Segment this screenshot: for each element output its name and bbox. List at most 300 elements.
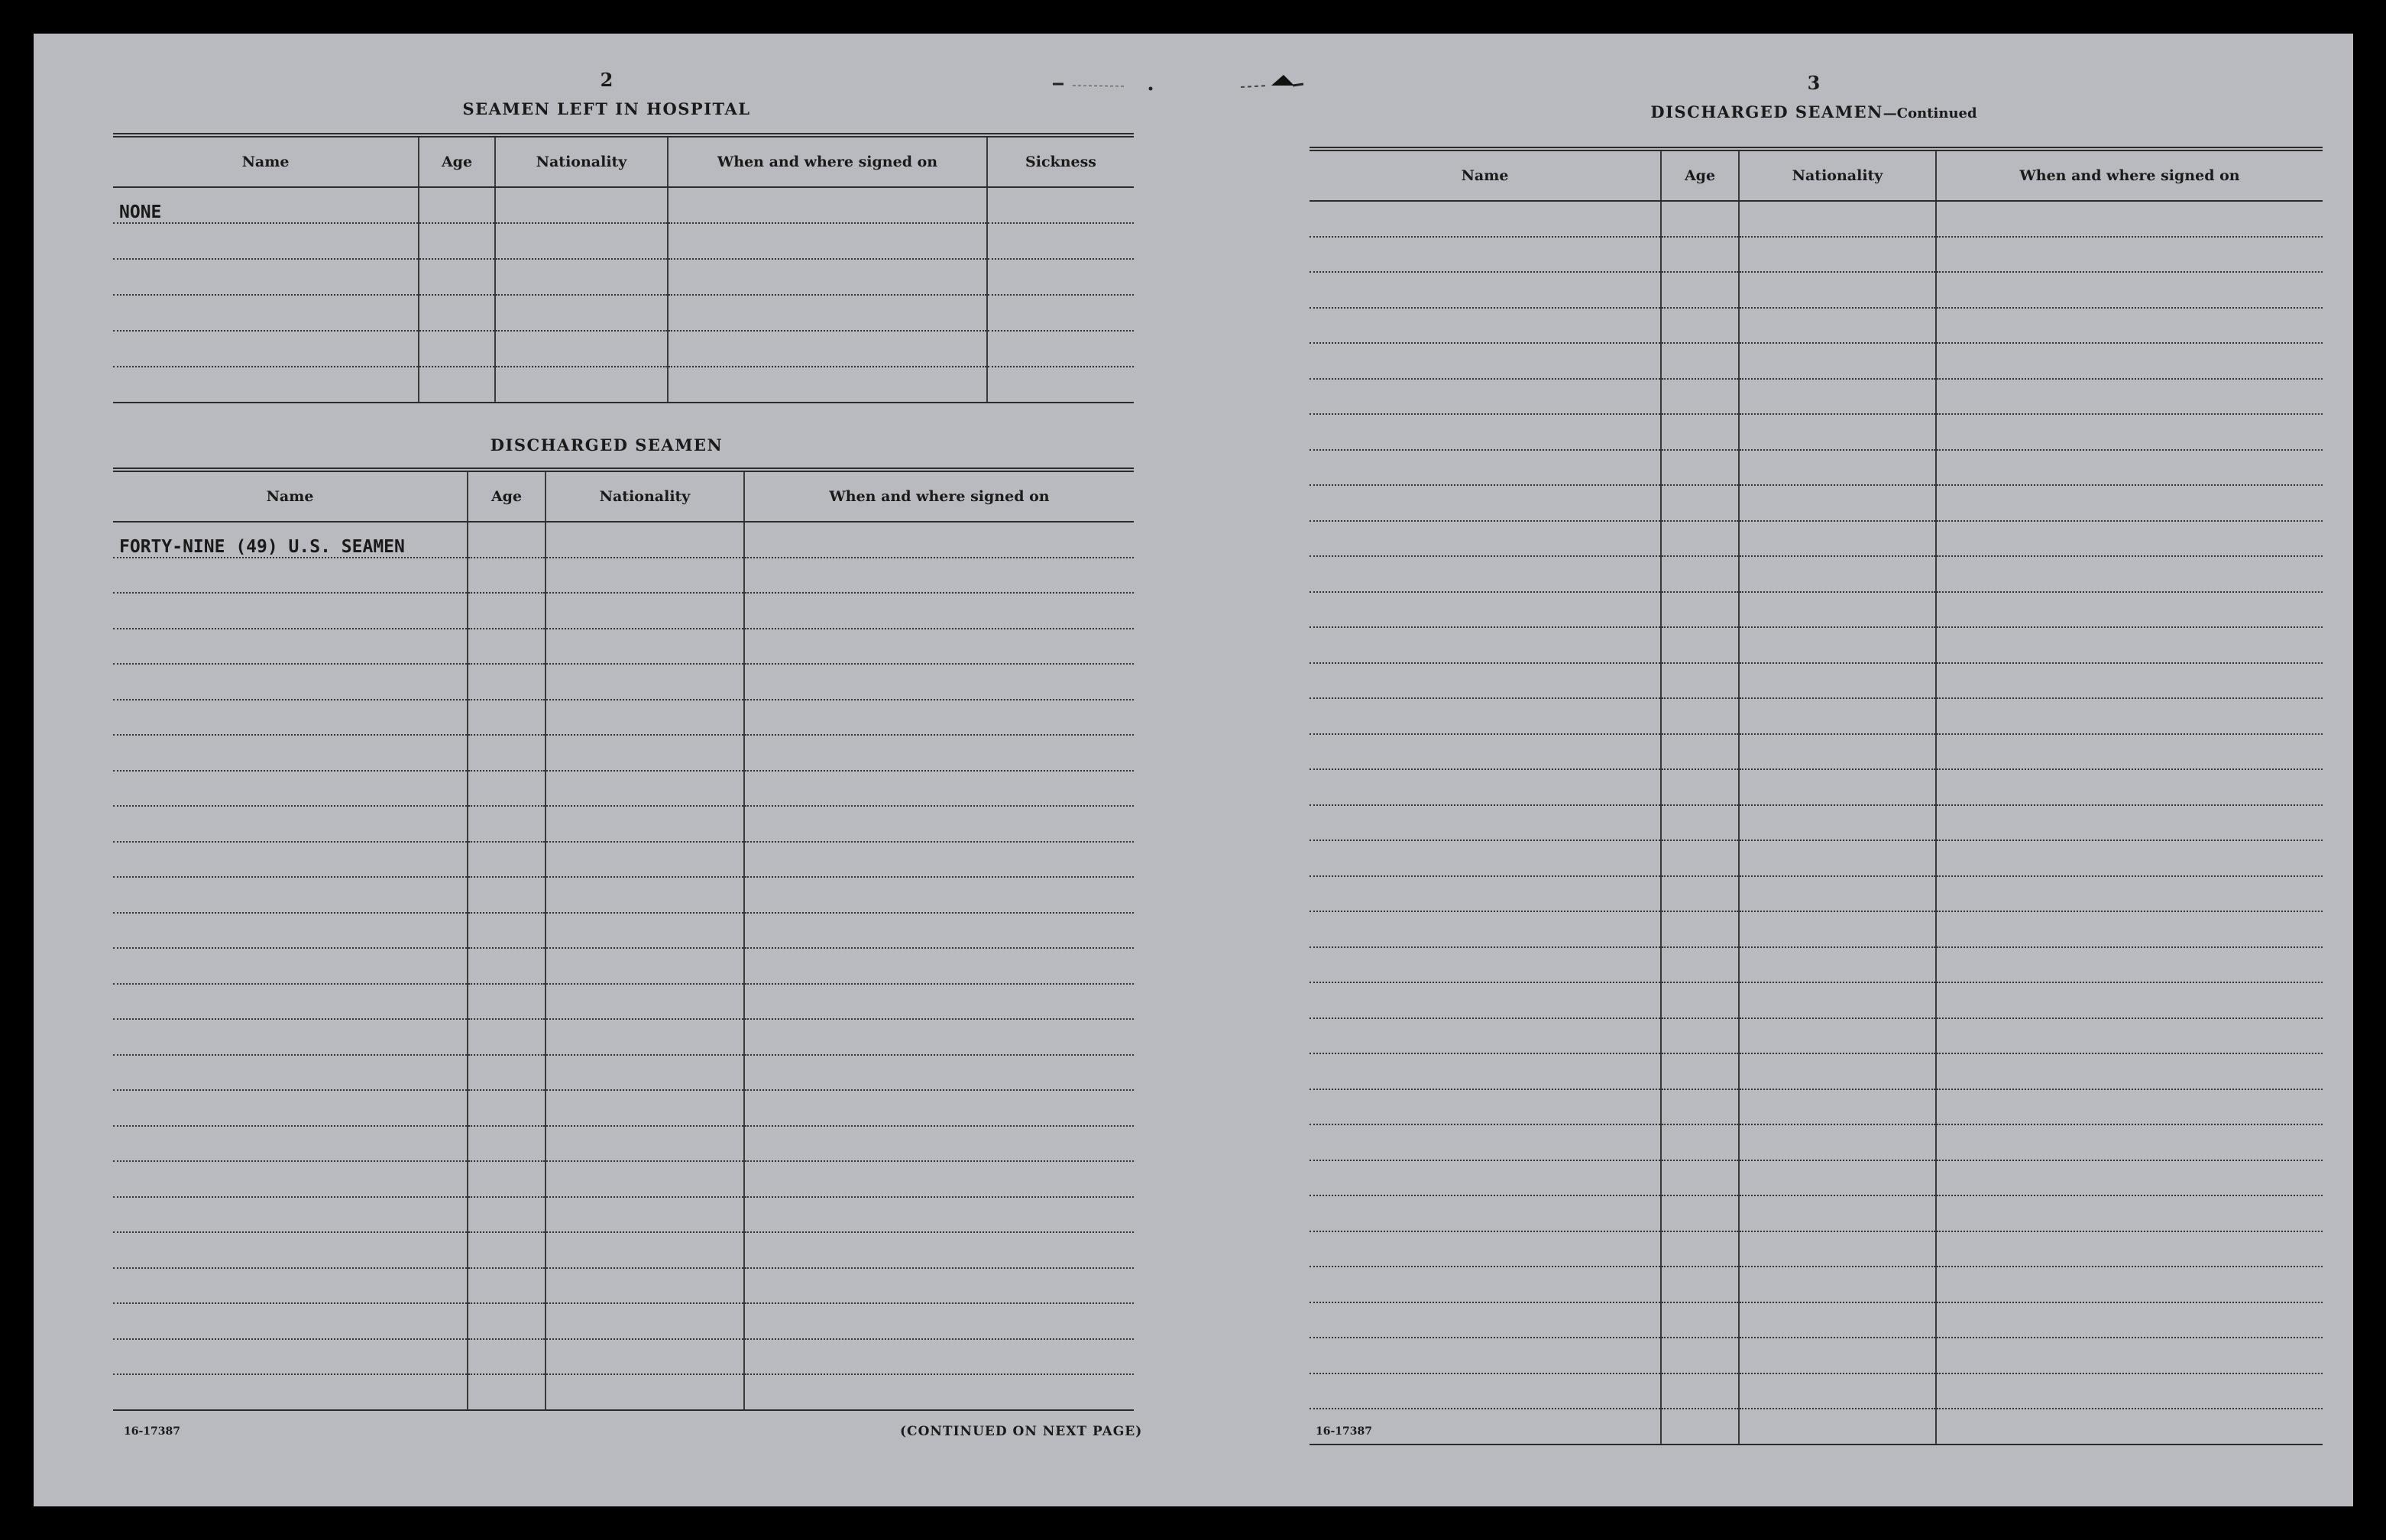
table-row (113, 629, 1134, 665)
table-cell (1661, 947, 1739, 983)
table-cell (495, 187, 668, 223)
table-cell (113, 842, 468, 878)
table-row (1310, 201, 2323, 237)
table-cell (468, 1303, 546, 1339)
table-cell (744, 664, 1134, 700)
table-cell (1310, 521, 1661, 557)
table-cell (1936, 1018, 2323, 1054)
table-row (1310, 237, 2323, 273)
table-cell (744, 877, 1134, 913)
table-cell (468, 700, 546, 736)
table-row (113, 842, 1134, 878)
table-cell (1936, 1053, 2323, 1089)
table-row (113, 877, 1134, 913)
table-cell (546, 842, 744, 878)
table-cell (1739, 982, 1936, 1018)
table-cell (1936, 1409, 2323, 1445)
table-cell (1661, 237, 1739, 273)
table-row (1310, 1409, 2323, 1445)
hospital-header-age: Age (419, 135, 495, 187)
table-row (113, 1161, 1134, 1197)
table-cell (1936, 1231, 2323, 1267)
table-cell (744, 771, 1134, 807)
table-cell (744, 984, 1134, 1020)
table-cell (468, 1019, 546, 1055)
table-cell (468, 1090, 546, 1126)
form-number-right: 16-17387 (1316, 1425, 1372, 1438)
table-cell (1661, 592, 1739, 628)
table-cell (744, 1019, 1134, 1055)
table-cell (113, 1019, 468, 1055)
table-cell (668, 367, 987, 403)
table-cell (419, 187, 495, 223)
table-row (113, 984, 1134, 1020)
table-cell (546, 664, 744, 700)
table-cell (546, 948, 744, 984)
table-cell (1936, 201, 2323, 237)
table-cell (546, 1161, 744, 1197)
table-row (113, 187, 1134, 223)
table-row (1310, 1267, 2323, 1302)
table-cell (113, 771, 468, 807)
table-cell (113, 1232, 468, 1268)
table-cell (1936, 1338, 2323, 1373)
table-cell (1661, 876, 1739, 912)
table-row (1310, 1018, 2323, 1054)
table-cell (987, 259, 1134, 295)
discharged-header-age: Age (468, 470, 546, 522)
table-cell (744, 1268, 1134, 1304)
table-cell (1661, 201, 1739, 237)
table-cell (744, 558, 1134, 594)
table-cell (468, 522, 546, 558)
table-cell (1661, 805, 1739, 841)
table-cell (1310, 1267, 1661, 1302)
table-cell (1310, 663, 1661, 699)
table-row (1310, 769, 2323, 805)
discharged-header-nationality: Nationality (546, 470, 744, 522)
table-cell (468, 948, 546, 984)
table-cell (546, 735, 744, 771)
table-cell (744, 913, 1134, 949)
table-cell (744, 1055, 1134, 1091)
table-row (1310, 1338, 2323, 1373)
table-cell (1739, 1231, 1936, 1267)
table-cell (1310, 308, 1661, 344)
table-cell (1739, 521, 1936, 557)
table-cell (1661, 1089, 1739, 1125)
table-cell (113, 629, 468, 665)
table-cell (1310, 805, 1661, 841)
table-row (1310, 272, 2323, 308)
table-cell (468, 1268, 546, 1304)
ink-arrow-mark (1241, 69, 1332, 92)
table-cell (1936, 947, 2323, 983)
table-cell (1661, 414, 1739, 450)
table-cell (113, 664, 468, 700)
table-row (1310, 1124, 2323, 1160)
table-cell (1661, 1409, 1739, 1445)
right-header-nationality: Nationality (1739, 149, 1936, 201)
table-cell (1739, 592, 1936, 628)
table-cell (1739, 876, 1936, 912)
table-row (1310, 947, 2323, 983)
table-cell (1310, 1089, 1661, 1125)
title-main: DISCHARGED SEAMEN (1650, 102, 1883, 121)
discharged-section-title: DISCHARGED SEAMEN (490, 435, 724, 455)
table-cell (1936, 982, 2323, 1018)
table-row (1310, 876, 2323, 912)
table-cell (1739, 1124, 1936, 1160)
table-cell (1310, 556, 1661, 592)
table-cell (668, 223, 987, 259)
table-row (113, 913, 1134, 949)
table-row (113, 1055, 1134, 1091)
table-cell (419, 367, 495, 403)
table-cell (1936, 911, 2323, 947)
table-cell (468, 1126, 546, 1162)
table-row (1310, 982, 2323, 1018)
table-cell (1936, 1302, 2323, 1338)
table-row (113, 1374, 1134, 1410)
table-cell (1661, 1195, 1739, 1231)
table-cell (113, 913, 468, 949)
table-cell (1310, 769, 1661, 805)
table-cell (546, 1090, 744, 1126)
table-cell (1936, 272, 2323, 308)
table-cell (546, 1055, 744, 1091)
table-cell (1936, 1195, 2323, 1231)
table-cell (1936, 485, 2323, 521)
table-cell (546, 700, 744, 736)
right-header-when-and-where-signed-on: When and where signed on (1936, 149, 2323, 201)
table-row (1310, 343, 2323, 379)
table-cell (113, 1339, 468, 1375)
table-cell (1739, 308, 1936, 344)
table-cell (1310, 1373, 1661, 1409)
table-row (113, 771, 1134, 807)
table-cell (113, 1126, 468, 1162)
table-cell (546, 1303, 744, 1339)
page-number: 2 (600, 69, 613, 91)
table-cell (546, 1019, 744, 1055)
table-row (113, 700, 1134, 736)
hospital-section-title: SEAMEN LEFT IN HOSPITAL (462, 99, 751, 118)
table-row (1310, 379, 2323, 415)
table-cell (1739, 1267, 1936, 1302)
table-cell (113, 700, 468, 736)
table-cell (668, 331, 987, 367)
table-cell (1936, 1160, 2323, 1196)
table-cell (1661, 982, 1739, 1018)
table-row (1310, 627, 2323, 663)
table-row (113, 259, 1134, 295)
table-cell (1936, 414, 2323, 450)
table-cell (1936, 840, 2323, 876)
table-cell (1310, 592, 1661, 628)
table-row (113, 806, 1134, 842)
table-cell (546, 1268, 744, 1304)
table-row (113, 367, 1134, 403)
left-page (34, 34, 1195, 1506)
continued-note: (CONTINUED ON NEXT PAGE) (900, 1424, 1143, 1439)
table-cell (1739, 237, 1936, 273)
table-cell (1936, 521, 2323, 557)
table-cell (113, 367, 419, 403)
table-cell (1310, 840, 1661, 876)
table-cell (1310, 734, 1661, 770)
table-cell (495, 295, 668, 331)
discharged-continued-title (1493, 102, 2135, 121)
table-row (1310, 911, 2323, 947)
table-cell (1936, 805, 2323, 841)
table-cell (113, 331, 419, 367)
table-row (113, 1197, 1134, 1233)
table-cell (987, 367, 1134, 403)
table-row (113, 1303, 1134, 1339)
table-cell (546, 877, 744, 913)
table-cell (1739, 1373, 1936, 1409)
table-cell (468, 842, 546, 878)
table-cell (668, 259, 987, 295)
table-row (113, 948, 1134, 984)
table-cell (1661, 308, 1739, 344)
table-cell (468, 664, 546, 700)
table-cell (546, 1232, 744, 1268)
table-row (1310, 1053, 2323, 1089)
table-cell (1310, 485, 1661, 521)
table-cell (1661, 1124, 1739, 1160)
table-row (113, 522, 1134, 558)
table-cell (1310, 627, 1661, 663)
discharged-header-name: Name (113, 470, 468, 522)
table-cell (1739, 343, 1936, 379)
table-cell (1661, 698, 1739, 734)
table-cell (1661, 911, 1739, 947)
table-cell (1936, 592, 2323, 628)
table-row (1310, 1373, 2323, 1409)
table-cell (1936, 663, 2323, 699)
table-cell (1936, 876, 2323, 912)
table-row (1310, 663, 2323, 699)
table-row (113, 1268, 1134, 1304)
table-cell (546, 593, 744, 629)
table-cell (1310, 450, 1661, 486)
table-cell (744, 593, 1134, 629)
table-cell (468, 735, 546, 771)
table-cell (1310, 1018, 1661, 1054)
table-cell (744, 1232, 1134, 1268)
table-cell (546, 558, 744, 594)
table-cell (1661, 485, 1739, 521)
table-cell (1739, 1338, 1936, 1373)
table-cell (546, 1126, 744, 1162)
table-cell (113, 259, 419, 295)
table-cell (1661, 556, 1739, 592)
table-cell (1310, 1195, 1661, 1231)
right-header-age: Age (1661, 149, 1739, 201)
table-cell (1310, 1302, 1661, 1338)
table-cell (987, 331, 1134, 367)
table-cell (1310, 414, 1661, 450)
table-cell (546, 806, 744, 842)
table-cell (1661, 1053, 1739, 1089)
table-cell (1936, 698, 2323, 734)
right-page (1241, 34, 2353, 1506)
table-cell (1739, 769, 1936, 805)
table-row (113, 593, 1134, 629)
table-cell (468, 1339, 546, 1375)
table-row (1310, 1089, 2323, 1125)
table-cell (744, 806, 1134, 842)
table-cell (1936, 379, 2323, 415)
table-cell (744, 1303, 1134, 1339)
table-row (1310, 556, 2323, 592)
table-cell (1661, 1267, 1739, 1302)
table-cell (1310, 1338, 1661, 1373)
table-row (1310, 450, 2323, 486)
table-cell (1661, 663, 1739, 699)
table-cell (744, 1090, 1134, 1126)
table-cell (1739, 947, 1936, 983)
table-cell (1739, 911, 1936, 947)
form-number: 16-17387 (124, 1425, 180, 1438)
hospital-header-nationality: Nationality (495, 135, 668, 187)
table-cell (1310, 698, 1661, 734)
table-row (1310, 698, 2323, 734)
table-row (1310, 840, 2323, 876)
table-cell (546, 522, 744, 558)
table-cell (1661, 769, 1739, 805)
table-cell (744, 735, 1134, 771)
table-row (1310, 1231, 2323, 1267)
table-cell (1310, 982, 1661, 1018)
table-cell (1661, 840, 1739, 876)
table-cell (1739, 1195, 1936, 1231)
table-cell (744, 842, 1134, 878)
table-cell (1739, 450, 1936, 486)
table-cell (1739, 1018, 1936, 1054)
table-cell (1661, 521, 1739, 557)
table-cell (1661, 1018, 1739, 1054)
table-row (113, 1232, 1134, 1268)
table-cell (1661, 343, 1739, 379)
table-cell (419, 331, 495, 367)
table-cell (1310, 272, 1661, 308)
table-row (113, 664, 1134, 700)
table-cell (495, 223, 668, 259)
hospital-header-sickness: Sickness (987, 135, 1134, 187)
table-cell (1936, 627, 2323, 663)
table-cell (113, 1268, 468, 1304)
handwritten-entry: FORTY-NINE (49) U.S. SEAMEN (113, 522, 468, 558)
handwritten-entry: NONE (113, 187, 419, 223)
table-row (113, 1339, 1134, 1375)
table-cell (1739, 663, 1936, 699)
table-cell (1310, 947, 1661, 983)
table-cell (1739, 698, 1936, 734)
table-cell (1661, 1160, 1739, 1196)
table-cell (1936, 1373, 2323, 1409)
table-cell (987, 295, 1134, 331)
page-number-right: 3 (1807, 72, 1821, 94)
document-sheet (34, 34, 2353, 1506)
table-cell (419, 259, 495, 295)
table-cell (495, 331, 668, 367)
table-cell (468, 1055, 546, 1091)
table-cell (468, 806, 546, 842)
table-row (113, 1019, 1134, 1055)
table-cell (987, 223, 1134, 259)
table-cell (1661, 627, 1739, 663)
table-cell (1661, 1373, 1739, 1409)
table-row (1310, 414, 2323, 450)
table-cell (1310, 911, 1661, 947)
table-cell (1310, 876, 1661, 912)
table-cell (113, 984, 468, 1020)
table-cell (1310, 343, 1661, 379)
hospital-header-when-and-where-signed-on: When and where signed on (668, 135, 987, 187)
table-cell (113, 1197, 468, 1233)
table-cell (1739, 1302, 1936, 1338)
table-cell (1739, 485, 1936, 521)
table-cell (744, 522, 1134, 558)
table-cell (468, 913, 546, 949)
table-row (1310, 734, 2323, 770)
table-cell (1661, 272, 1739, 308)
table-cell (1936, 769, 2323, 805)
table-cell (987, 187, 1134, 223)
table-cell (419, 295, 495, 331)
table-cell (1739, 734, 1936, 770)
table-cell (1310, 237, 1661, 273)
table-row (113, 295, 1134, 331)
table-cell (113, 558, 468, 594)
table-row (113, 558, 1134, 594)
table-cell (546, 984, 744, 1020)
table-cell (1936, 1089, 2323, 1125)
table-cell (1661, 734, 1739, 770)
table-cell (113, 593, 468, 629)
table-cell (468, 1161, 546, 1197)
table-cell (113, 735, 468, 771)
table-row (113, 331, 1134, 367)
table-cell (468, 771, 546, 807)
ink-dash-mark (1050, 78, 1164, 93)
table-cell (744, 700, 1134, 736)
table-cell (1936, 308, 2323, 344)
table-cell (468, 558, 546, 594)
table-row (1310, 485, 2323, 521)
table-cell (113, 1161, 468, 1197)
table-cell (1739, 414, 1936, 450)
table-cell (1661, 1231, 1739, 1267)
table-cell (1936, 1124, 2323, 1160)
table-cell (546, 1374, 744, 1410)
table-cell (113, 223, 419, 259)
hospital-header-name: Name (113, 135, 419, 187)
table-cell (1936, 450, 2323, 486)
table-cell (113, 1090, 468, 1126)
table-cell (113, 877, 468, 913)
table-cell (1739, 840, 1936, 876)
table-cell (495, 259, 668, 295)
table-cell (1739, 1053, 1936, 1089)
table-row (1310, 521, 2323, 557)
table-cell (1739, 805, 1936, 841)
table-cell (744, 1161, 1134, 1197)
table-cell (113, 1055, 468, 1091)
